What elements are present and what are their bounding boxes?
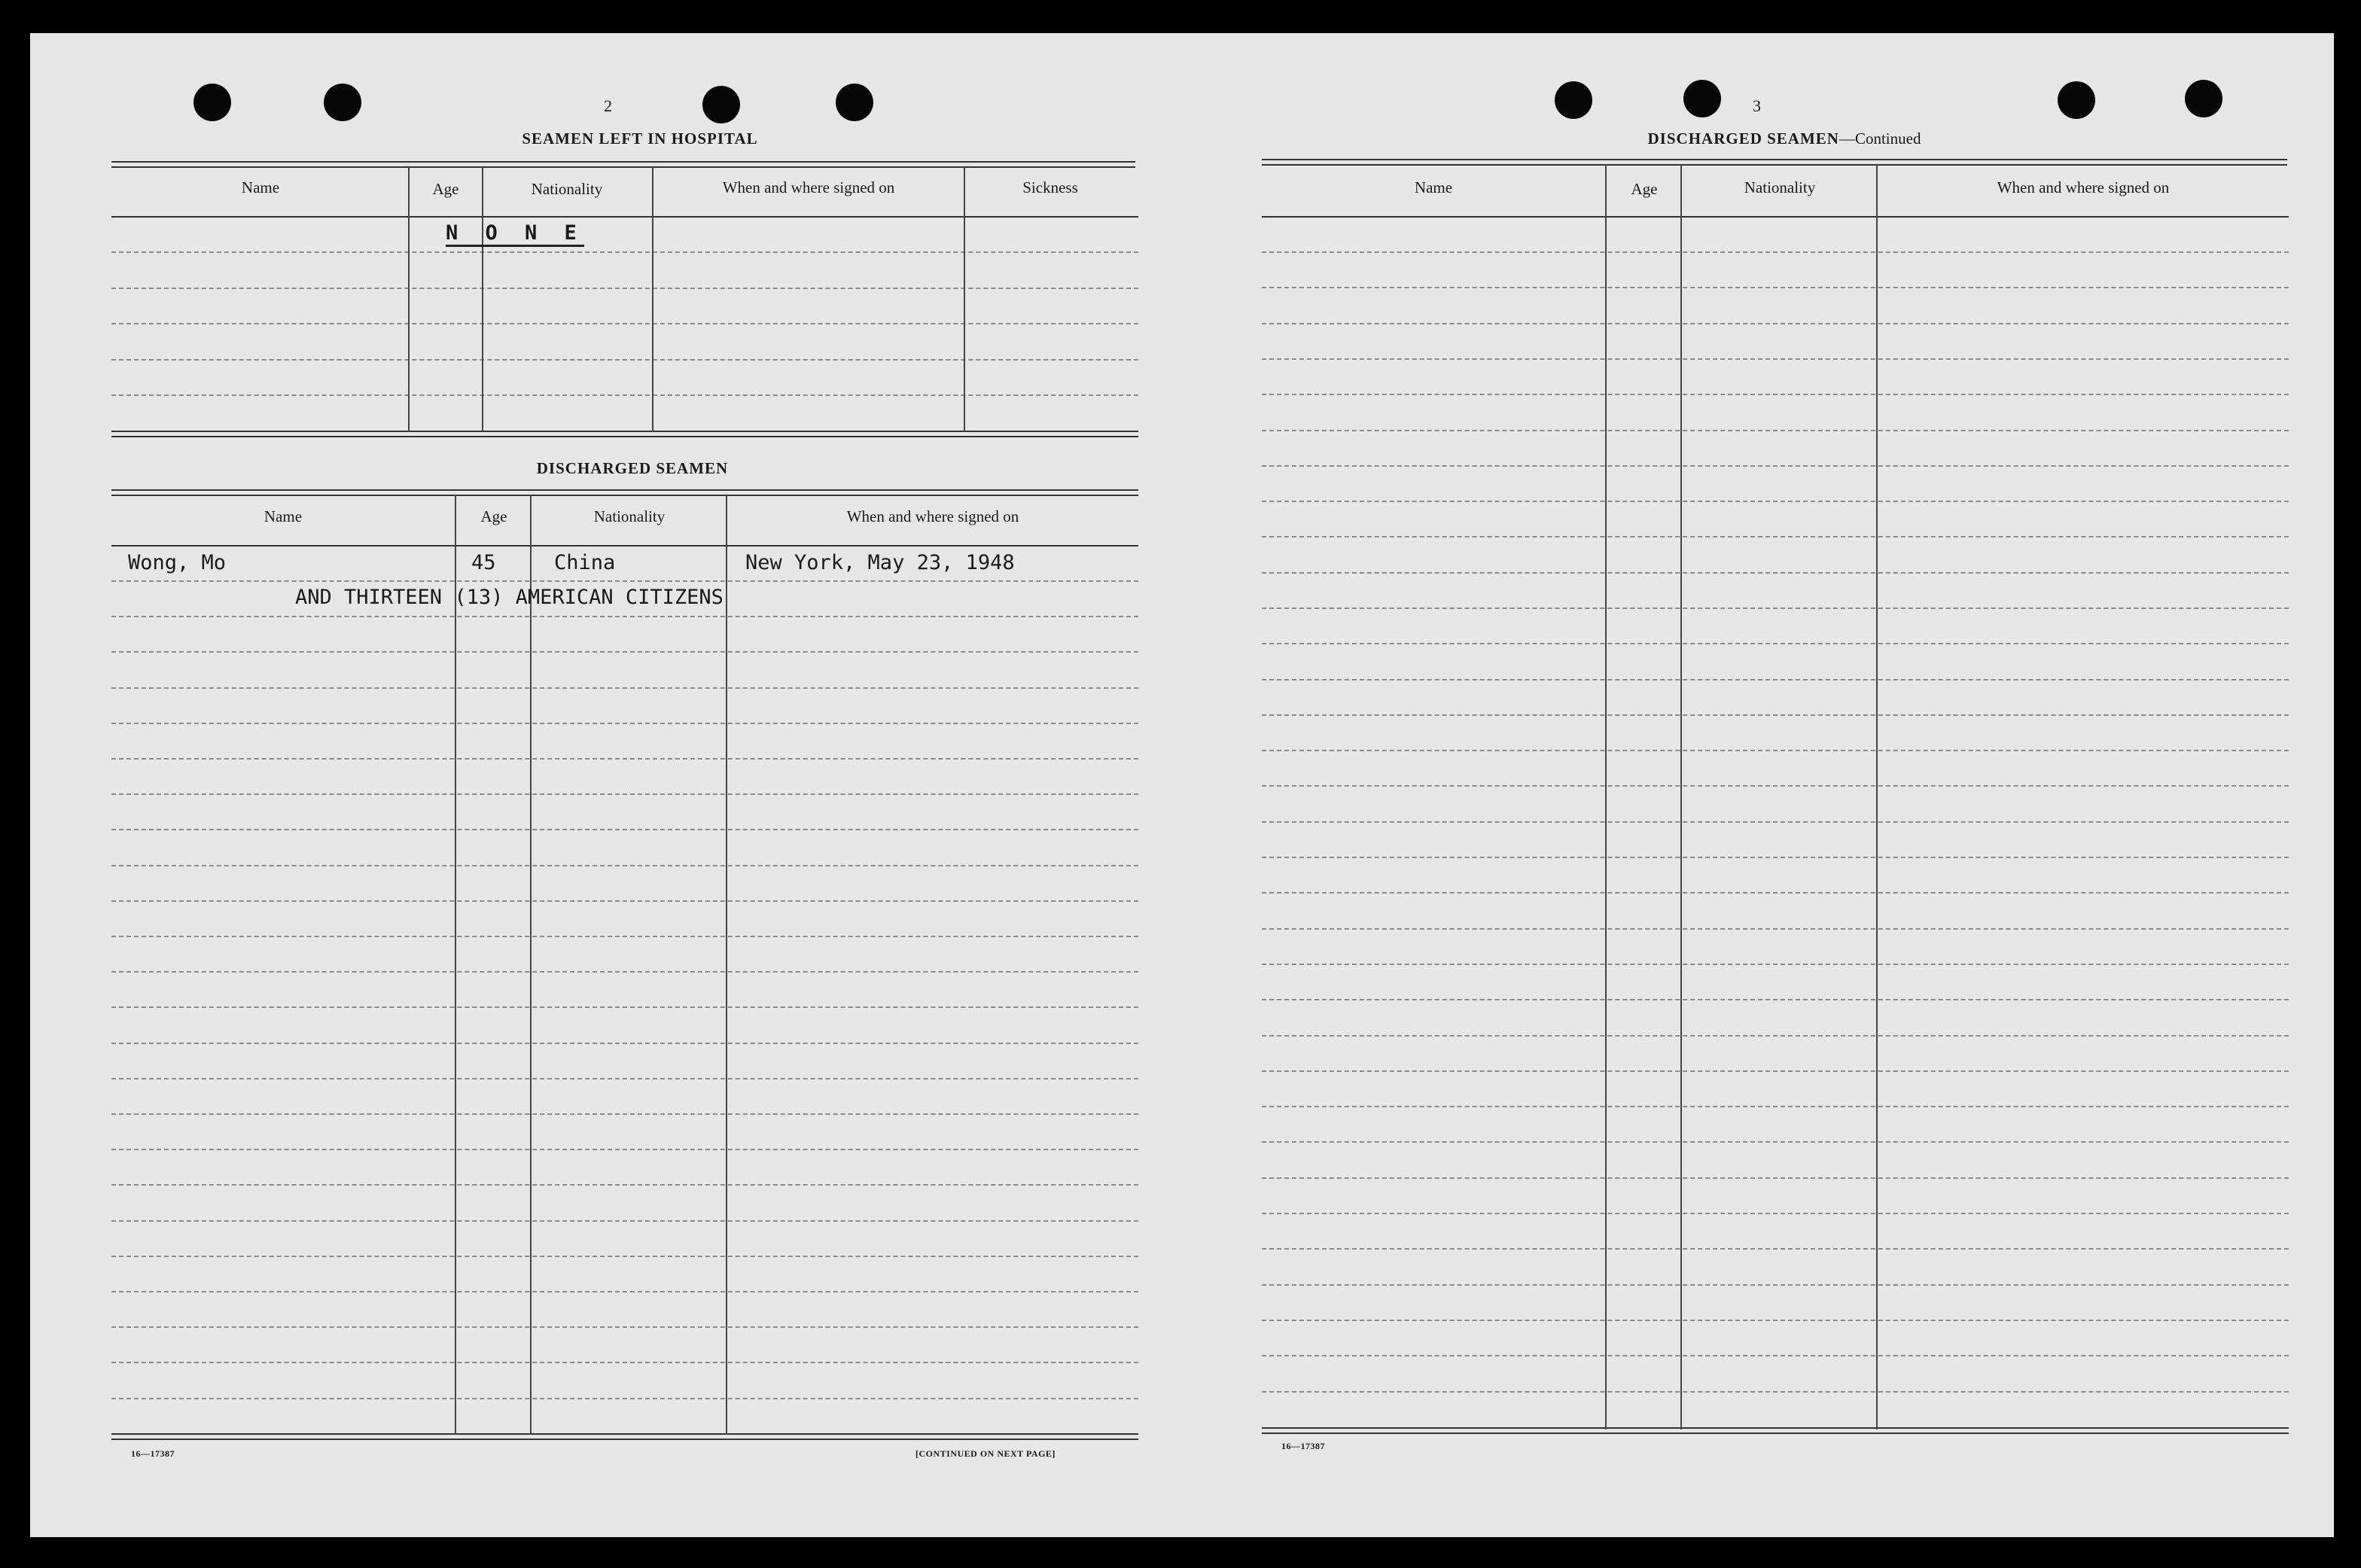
row-rule xyxy=(111,1078,1138,1079)
row-rule xyxy=(111,687,1138,689)
row-rule xyxy=(111,1113,1138,1115)
binder-hole xyxy=(324,84,361,121)
col-header-age: Age xyxy=(480,507,507,525)
seaman-name: Wong, Mo xyxy=(128,551,227,574)
row-rule xyxy=(1262,607,2289,609)
row-rule xyxy=(111,288,1138,289)
col-header-signed-on: When and where signed on xyxy=(1997,178,2170,196)
column-divider xyxy=(455,495,456,1435)
binder-hole xyxy=(702,86,740,123)
row-rule xyxy=(111,1006,1138,1008)
double-rule xyxy=(1262,159,2287,160)
double-rule xyxy=(111,1439,1138,1440)
discharged-continued-title xyxy=(1551,129,2018,148)
row-rule xyxy=(1262,1320,2289,1321)
double-rule xyxy=(111,1433,1138,1435)
row-rule xyxy=(1262,999,2289,1000)
row-rule xyxy=(111,829,1138,830)
col-header-sickness: Sickness xyxy=(1022,178,1078,196)
header-rule xyxy=(111,216,1138,218)
row-rule xyxy=(1262,821,2289,823)
row-rule xyxy=(111,1220,1138,1222)
row-rule xyxy=(1262,358,2289,360)
row-rule xyxy=(1262,1070,2289,1072)
double-rule xyxy=(111,489,1138,491)
row-rule xyxy=(1262,679,2289,680)
row-rule xyxy=(1262,394,2289,395)
double-rule xyxy=(111,436,1138,437)
hospital-section-title: SEAMEN LEFT IN HOSPITAL xyxy=(522,129,758,148)
discharged-section-title: DISCHARGED SEAMEN xyxy=(536,459,729,477)
row-rule xyxy=(1262,430,2289,431)
seaman-signed-on: New York, May 23, 1948 xyxy=(745,551,1015,574)
col-header-nationality: Nationality xyxy=(1744,178,1816,196)
double-rule xyxy=(111,431,1138,432)
row-rule xyxy=(1262,785,2289,787)
row-rule xyxy=(1262,536,2289,537)
column-divider xyxy=(482,167,483,432)
row-rule xyxy=(1262,928,2289,930)
header-rule xyxy=(1262,216,2289,218)
col-header-name: Name xyxy=(1414,178,1453,196)
binder-hole xyxy=(2058,81,2095,119)
row-rule xyxy=(111,323,1138,324)
row-rule xyxy=(111,1398,1138,1399)
row-rule xyxy=(1262,892,2289,894)
row-rule xyxy=(1262,287,2289,288)
col-header-signed-on: When and where signed on xyxy=(722,178,895,196)
row-rule xyxy=(1262,572,2289,574)
continued-note: [CONTINUED ON NEXT PAGE] xyxy=(915,1448,1056,1459)
row-rule xyxy=(1262,465,2289,467)
row-rule xyxy=(1262,1391,2289,1393)
row-rule xyxy=(1262,1284,2289,1286)
row-rule xyxy=(1262,501,2289,502)
row-rule xyxy=(111,793,1138,795)
binder-hole xyxy=(193,84,231,121)
col-header-nationality: Nationality xyxy=(593,507,666,525)
col-header-nationality: Nationality xyxy=(531,180,603,198)
row-rule xyxy=(111,616,1138,617)
row-rule xyxy=(1262,643,2289,644)
row-rule xyxy=(1262,857,2289,858)
binder-hole xyxy=(1555,81,1592,119)
row-rule xyxy=(1262,964,2289,965)
row-rule xyxy=(111,1362,1138,1363)
header-rule xyxy=(111,545,1138,547)
binder-hole xyxy=(836,84,873,121)
row-rule xyxy=(1262,1035,2289,1037)
row-rule xyxy=(111,580,1138,582)
row-rule xyxy=(111,1184,1138,1186)
row-rule xyxy=(1262,714,2289,716)
hospital-none-entry: N O N E xyxy=(446,221,584,247)
double-rule xyxy=(1262,164,2287,166)
row-rule xyxy=(111,1326,1138,1328)
row-rule xyxy=(1262,1106,2289,1107)
binder-hole xyxy=(1683,80,1721,117)
column-divider xyxy=(1876,165,1878,1429)
column-divider xyxy=(530,495,532,1435)
row-rule xyxy=(1262,750,2289,751)
column-divider xyxy=(964,167,965,432)
column-divider xyxy=(408,167,410,432)
col-header-age: Age xyxy=(432,180,459,198)
double-rule xyxy=(111,495,1138,496)
row-rule xyxy=(111,651,1138,653)
document-sheet xyxy=(30,33,2334,1537)
col-header-age: Age xyxy=(1631,180,1658,198)
row-rule xyxy=(1262,1248,2289,1250)
column-divider xyxy=(726,495,727,1435)
row-rule xyxy=(111,723,1138,724)
row-rule xyxy=(1262,251,2289,253)
row-rule xyxy=(111,865,1138,866)
row-rule xyxy=(1262,1355,2289,1356)
col-header-signed-on: When and where signed on xyxy=(846,507,1019,525)
double-rule xyxy=(111,161,1135,163)
continued-suffix: —Continued xyxy=(1839,129,1921,148)
row-rule xyxy=(1262,1213,2289,1214)
page-number: 3 xyxy=(1753,96,1761,115)
col-header-name: Name xyxy=(241,178,280,196)
row-rule xyxy=(111,971,1138,973)
col-header-name: Name xyxy=(264,507,303,525)
row-rule xyxy=(1262,1141,2289,1143)
column-divider xyxy=(1680,165,1682,1429)
row-rule xyxy=(1262,323,2289,324)
row-rule xyxy=(111,394,1138,396)
row-rule xyxy=(111,758,1138,760)
row-rule xyxy=(111,1291,1138,1292)
double-rule xyxy=(1262,1427,2289,1429)
row-rule xyxy=(111,1256,1138,1257)
column-divider xyxy=(652,167,653,432)
american-citizens-note: AND THIRTEEN (13) AMERICAN CITIZENS xyxy=(295,586,724,609)
page-number: 2 xyxy=(604,96,612,115)
row-rule xyxy=(111,936,1138,937)
row-rule xyxy=(111,900,1138,902)
double-rule xyxy=(1262,1433,2289,1434)
form-number: 16—17387 xyxy=(1281,1441,1325,1451)
row-rule xyxy=(111,251,1138,253)
row-rule xyxy=(111,1043,1138,1044)
seaman-age: 45 xyxy=(471,551,496,574)
discharged-continued-title-text: DISCHARGED SEAMEN xyxy=(1647,129,1839,148)
form-number: 16—17387 xyxy=(131,1448,175,1459)
row-rule xyxy=(1262,1177,2289,1179)
column-divider xyxy=(1605,165,1607,1429)
double-rule xyxy=(111,166,1135,168)
binder-hole xyxy=(2185,80,2222,117)
row-rule xyxy=(111,1149,1138,1150)
row-rule xyxy=(111,359,1138,361)
seaman-nationality: China xyxy=(554,551,616,574)
